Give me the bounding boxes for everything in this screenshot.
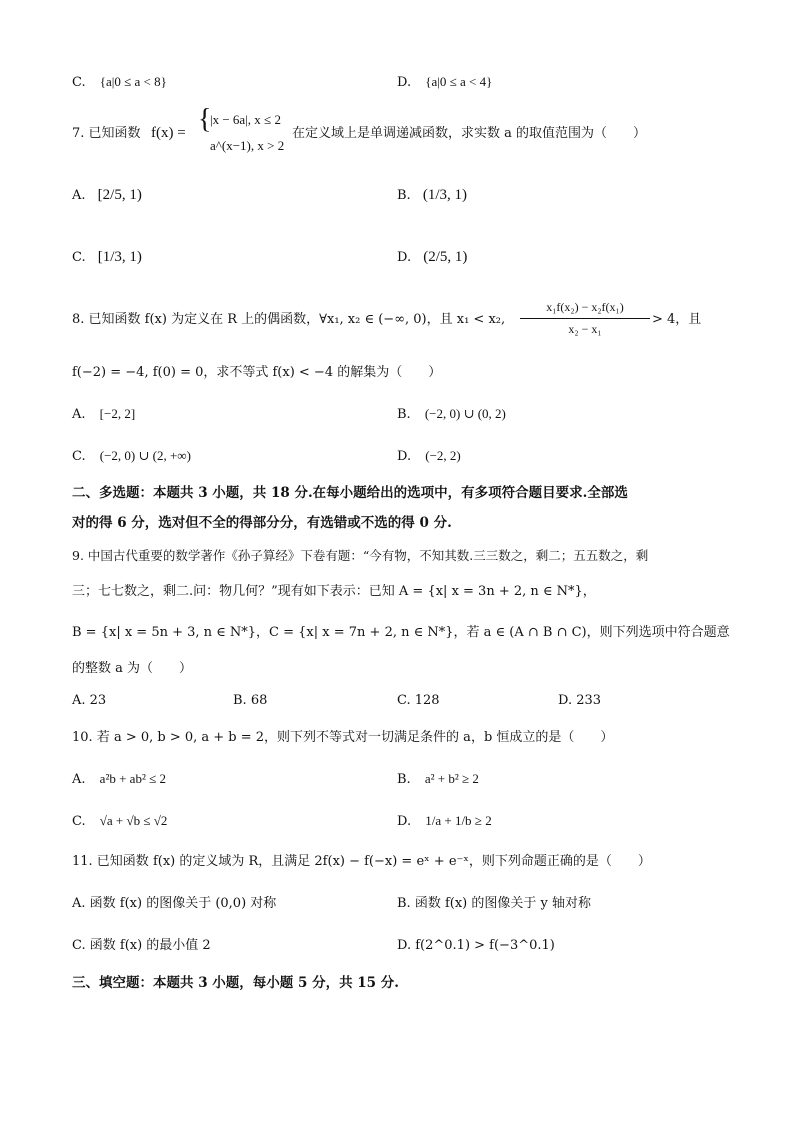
q7-option-b [397, 186, 467, 204]
q11-option-a: A. 函数 f(x) 的图像关于 (0,0) 对称 [72, 896, 277, 911]
fraction-bar [520, 318, 650, 319]
option-text: (1/3, 1) [422, 187, 467, 203]
section-2-heading-line-2: 对的得 6 分，选对但不全的得部分分，有选错或不选的得 0 分. [72, 515, 452, 531]
option-label: C. [72, 814, 86, 829]
q7-case-2: a^(x−1), x > 2 [210, 138, 285, 153]
option-text: a²b + ab² ≤ 2 [99, 771, 166, 786]
q7-case-1: |x − 6a|, x ≤ 2 [210, 112, 281, 127]
option-text: [2/5, 1) [97, 187, 142, 203]
q9-stem-line-3: B = {x| x = 5n + 3, n ∈ N*}，C = {x| x = 7n + 2, n ∈ N*}，若 a ∈ (A ∩ B ∩ C)，则下列选项中符合题意 [72, 625, 730, 640]
q7-function-name: f(x) = [151, 125, 186, 141]
q6-option-c [72, 74, 167, 91]
option-label: A. [72, 188, 86, 203]
q9-stem-line-1: 9. 中国古代重要的数学著作《孙子算经》下卷有题：“今有物，不知其数.三三数之，剩二；五五数之，剩 [72, 548, 649, 563]
q10-option-c [72, 813, 167, 830]
section-2-heading-line-1: 二、多选题：本题共 3 小题，共 18 分.在每小题给出的选项中，有多项符合题目要求.全部选 [72, 485, 628, 501]
option-text: 1/a + 1/b ≥ 2 [425, 813, 492, 828]
q11-option-d: D. f(2^0.1) > f(−3^0.1) [397, 938, 555, 953]
option-label: B. [397, 407, 411, 422]
q9-option-c: C. 128 [397, 693, 440, 708]
q8-fraction-numerator: x₁f(x₂) − x₂f(x₁) [546, 300, 624, 314]
q9-option-a: A. 23 [72, 693, 107, 708]
q6-option-d [397, 74, 492, 91]
option-text: √a + √b ≤ √2 [99, 813, 168, 828]
q11-stem: 11. 已知函数 f(x) 的定义域为 R，且满足 2f(x) − f(−x) = eˣ + e⁻ˣ，则下列命题正确的是（ ） [72, 854, 651, 869]
option-label: D. [397, 449, 412, 464]
q10-option-b [397, 771, 479, 788]
q8-fraction-denominator: x₂ − x₁ [568, 322, 602, 336]
q7-stem-tail: 在定义域上是单调递减函数，求实数 a 的取值范围为（ ） [292, 126, 647, 141]
q9-option-d: D. 233 [558, 693, 602, 708]
q8-option-b [397, 406, 506, 423]
option-text: (−2, 0) ∪ (2, +∞) [99, 448, 191, 463]
section-3-heading: 三、填空题：本题共 3 小题，每小题 5 分，共 15 分. [72, 975, 399, 991]
option-text: {a|0 ≤ a < 4} [425, 74, 493, 89]
q10-option-d [397, 813, 492, 830]
q9-stem-line-2: 三；七七数之，剩二.问：物几何？”现有如下表示：已知 A = {x| x = 3n + 2, n ∈ N*}， [72, 584, 596, 599]
option-text: (−2, 2) [425, 448, 461, 463]
q7-stem-number: 7. 已知函数 [72, 126, 141, 141]
option-text: [−2, 2] [99, 406, 136, 421]
q11-option-c: C. 函数 f(x) 的最小值 2 [72, 938, 211, 953]
q11-option-b: B. 函数 f(x) 的图像关于 y 轴对称 [397, 896, 591, 911]
option-text: [1/3, 1) [97, 249, 142, 265]
brace-icon: { [198, 104, 212, 135]
q8-option-c [72, 448, 191, 465]
option-label: D. [397, 75, 412, 90]
q10-stem: 10. 若 a > 0, b > 0, a + b = 2，则下列不等式对一切满足条件的 a，b 恒成立的是（ ） [72, 730, 614, 745]
q8-stem-after: > 4，且 [652, 312, 702, 327]
q8-stem-line-2: f(−2) = −4, f(0) = 0，求不等式 f(x) < −4 的解集为（ ） [72, 365, 442, 380]
q9-stem-line-4: 的整数 a 为（ ） [72, 661, 193, 676]
q7-option-a [72, 186, 142, 204]
q7-option-c [72, 248, 142, 266]
option-label: C. [72, 449, 86, 464]
q8-option-a [72, 406, 135, 423]
option-label: B. [397, 188, 411, 203]
option-text: (2/5, 1) [423, 249, 468, 265]
option-label: A. [72, 772, 86, 787]
q8-stem-line-1: 8. 已知函数 f(x) 为定义在 R 上的偶函数，∀x₁, x₂ ∈ (−∞, 0)，且 x₁ < x₂, [72, 312, 506, 327]
option-label: C. [72, 250, 86, 265]
option-label: C. [72, 75, 86, 90]
q10-option-a [72, 771, 166, 788]
q8-option-d [397, 448, 461, 465]
option-label: D. [397, 250, 412, 265]
option-text: {a|0 ≤ a < 8} [99, 74, 167, 89]
option-text: a² + b² ≥ 2 [424, 771, 479, 786]
option-label: B. [397, 772, 411, 787]
option-label: A. [72, 407, 86, 422]
option-label: D. [397, 814, 412, 829]
q9-option-b: B. 68 [233, 693, 268, 708]
q7-option-d [397, 248, 467, 266]
option-text: (−2, 0) ∪ (0, 2) [424, 406, 506, 421]
